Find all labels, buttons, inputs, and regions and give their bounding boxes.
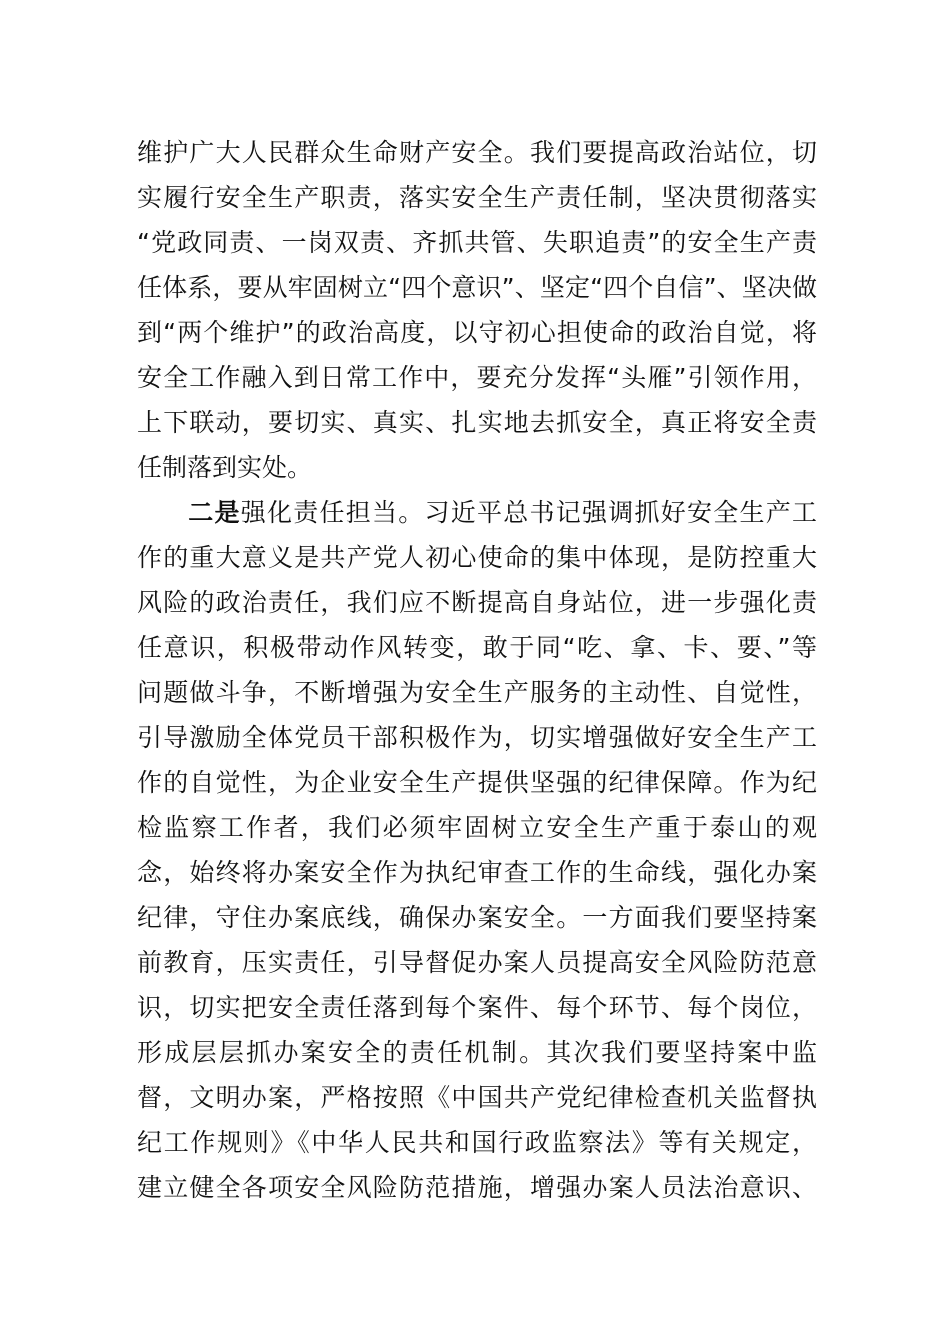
text-line: 形成层层抓办案安全的责任机制。其次我们要坚持案中监 <box>137 1038 817 1067</box>
text-line: 问题做斗争，不断增强为安全生产服务的主动性、自觉性， <box>137 678 817 707</box>
text-line: 安全工作融入到日常工作中，要充分发挥“头雁”引领作用， <box>137 363 817 392</box>
text-line: 维护广大人民群众生命财产安全。我们要提高政治站位，切 <box>137 138 817 167</box>
text-line: 任意识，积极带动作风转变，敢于同“吃、拿、卡、要、”等 <box>137 633 817 662</box>
text-line: 识，切实把安全责任落到每个案件、每个环节、每个岗位， <box>137 993 817 1022</box>
text-line: 上下联动，要切实、真实、扎实地去抓安全，真正将安全责 <box>137 408 817 437</box>
text-line: 建立健全各项安全风险防范措施，增强办案人员法治意识、 <box>137 1173 817 1202</box>
text-line: 前教育，压实责任，引导督促办案人员提高安全风险防范意 <box>137 948 817 977</box>
paragraph-2 <box>137 490 817 1210</box>
text-line: 引导激励全体党员干部积极作为，切实增强做好安全生产工 <box>137 723 817 752</box>
text-line: “党政同责、一岗双责、齐抓共管、失职追责”的安全生产责 <box>137 228 817 257</box>
text-line: 念，始终将办案安全作为执纪审查工作的生命线，强化办案 <box>137 858 817 887</box>
text-line: 检监察工作者，我们必须牢固树立安全生产重于泰山的观 <box>137 813 817 842</box>
text-line: 实履行安全生产职责，落实安全生产责任制，坚决贯彻落实 <box>137 183 817 212</box>
text-line: 纪工作规则》《中华人民共和国行政监察法》等有关规定， <box>137 1128 817 1157</box>
text-line: 督，文明办案，严格按照《中国共产党纪律检查机关监督执 <box>137 1083 817 1112</box>
paragraph-first-line-text: 强化责任担当。习近平总书记强调抓好安全生产工 <box>240 498 817 527</box>
text-line: 任体系，要从牢固树立“四个意识”、坚定“四个自信”、坚决做 <box>137 273 817 302</box>
text-line: 风险的政治责任，我们应不断提高自身站位，进一步强化责 <box>137 588 817 617</box>
text-line: 纪律，守住办案底线，确保办案安全。一方面我们要坚持案 <box>137 903 817 932</box>
text-line: 作的重大意义是共产党人初心使命的集中体现，是防控重大 <box>137 543 817 572</box>
paragraph-lead-heading: 二是 <box>187 498 241 527</box>
text-line: 到“两个维护”的政治高度，以守初心担使命的政治自觉，将 <box>137 318 817 347</box>
text-line-first <box>137 490 817 535</box>
paragraph-1 <box>137 130 817 490</box>
document-body <box>137 130 817 1210</box>
text-line: 任制落到实处。 <box>137 453 313 482</box>
text-line: 作的自觉性，为企业安全生产提供坚强的纪律保障。作为纪 <box>137 768 817 797</box>
